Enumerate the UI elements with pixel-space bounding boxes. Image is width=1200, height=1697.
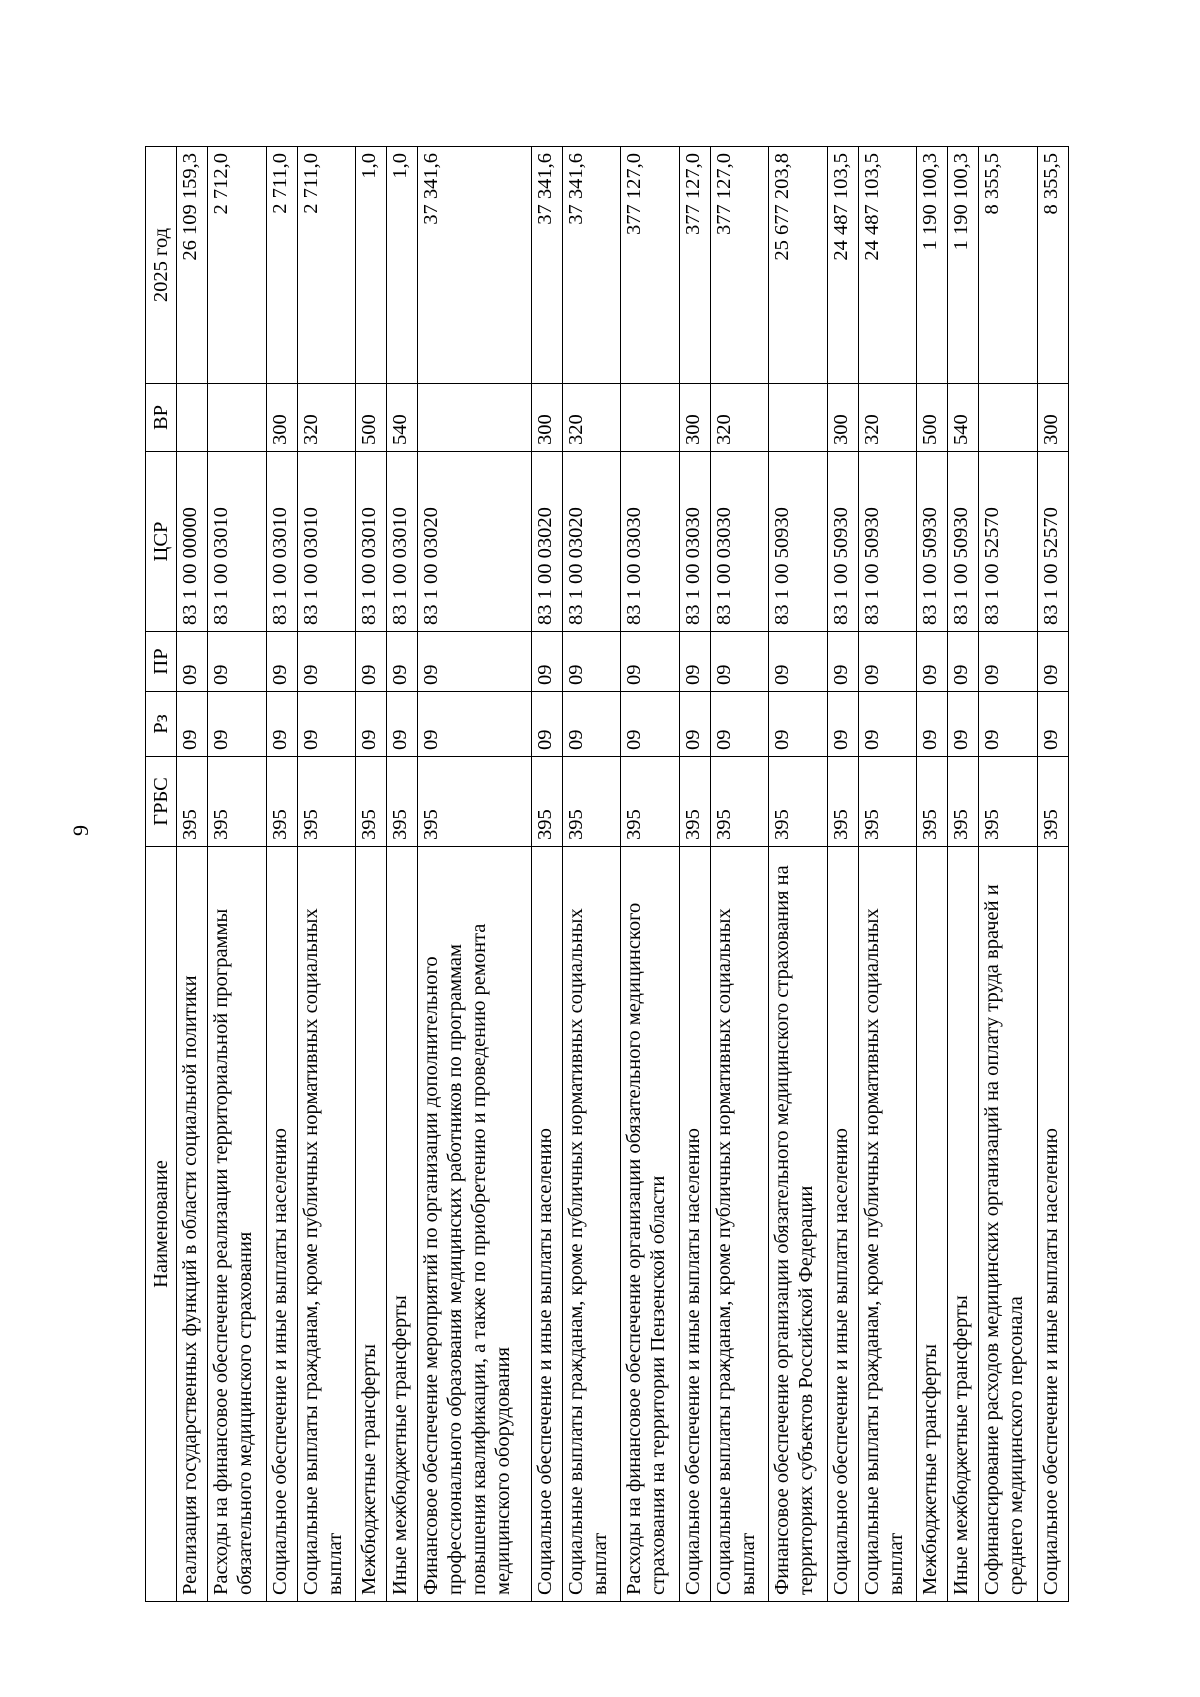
budget-table-frame — [145, 147, 1069, 1602]
table-row — [621, 147, 680, 1602]
cell-pr: 09 — [207, 632, 266, 692]
cell-csr: 83 1 00 03020 — [531, 452, 562, 632]
cell-vr: 500 — [917, 384, 948, 452]
cell-name: Межбюджетные трансферты — [356, 847, 387, 1602]
cell-name: Межбюджетные трансферты — [917, 847, 948, 1602]
cell-vr — [207, 384, 266, 452]
table-row — [387, 147, 418, 1602]
cell-amount: 24 487 103,5 — [858, 147, 917, 384]
table-row — [710, 147, 769, 1602]
budget-table — [145, 146, 1069, 1602]
cell-amount: 2 712,0 — [207, 147, 266, 384]
cell-grbs: 395 — [979, 757, 1038, 847]
cell-pr: 09 — [266, 632, 297, 692]
cell-csr: 83 1 00 50930 — [948, 452, 979, 632]
cell-pr: 09 — [858, 632, 917, 692]
cell-name: Социальное обеспечение и иные выплаты населению — [531, 847, 562, 1602]
cell-csr: 83 1 00 50930 — [858, 452, 917, 632]
cell-grbs: 395 — [387, 757, 418, 847]
table-row — [1037, 147, 1068, 1602]
page-number: 9 — [68, 825, 93, 836]
cell-amount: 2 711,0 — [266, 147, 297, 384]
table-row — [266, 147, 297, 1602]
cell-vr: 320 — [858, 384, 917, 452]
cell-rz: 09 — [1037, 692, 1068, 757]
header-grbs: ГРБС — [146, 757, 177, 847]
cell-rz: 09 — [948, 692, 979, 757]
cell-rz: 09 — [858, 692, 917, 757]
cell-amount: 377 127,0 — [621, 147, 680, 384]
cell-name: Финансовое обеспечение организации обязательного медицинского страхования на территориях субъектов Российской Федерации — [769, 847, 828, 1602]
cell-grbs: 395 — [621, 757, 680, 847]
cell-grbs: 395 — [827, 757, 858, 847]
cell-amount: 25 677 203,8 — [769, 147, 828, 384]
table-row — [858, 147, 917, 1602]
cell-grbs: 395 — [562, 757, 621, 847]
cell-vr: 320 — [297, 384, 356, 452]
cell-csr: 83 1 00 03010 — [356, 452, 387, 632]
cell-vr: 320 — [562, 384, 621, 452]
cell-pr: 09 — [769, 632, 828, 692]
cell-grbs: 395 — [177, 757, 208, 847]
cell-pr: 09 — [562, 632, 621, 692]
cell-rz: 09 — [917, 692, 948, 757]
cell-pr: 09 — [356, 632, 387, 692]
cell-rz: 09 — [356, 692, 387, 757]
cell-grbs: 395 — [297, 757, 356, 847]
cell-amount: 37 341,6 — [418, 147, 532, 384]
header-csr: ЦСР — [146, 452, 177, 632]
cell-vr — [621, 384, 680, 452]
cell-amount: 37 341,6 — [531, 147, 562, 384]
cell-vr — [979, 384, 1038, 452]
cell-pr: 09 — [387, 632, 418, 692]
cell-rz: 09 — [207, 692, 266, 757]
cell-amount: 1,0 — [387, 147, 418, 384]
cell-name: Социальное обеспечение и иные выплаты населению — [1037, 847, 1068, 1602]
cell-name: Софинансирование расходов медицинских организаций на оплату труда врачей и среднего медицинского персонала — [979, 847, 1038, 1602]
table-row — [827, 147, 858, 1602]
cell-pr: 09 — [917, 632, 948, 692]
cell-grbs: 395 — [356, 757, 387, 847]
header-vr: ВР — [146, 384, 177, 452]
cell-name: Социальные выплаты гражданам, кроме публичных нормативных социальных выплат — [562, 847, 621, 1602]
cell-name: Социальные выплаты гражданам, кроме публичных нормативных социальных выплат — [858, 847, 917, 1602]
cell-vr — [177, 384, 208, 452]
cell-grbs: 395 — [858, 757, 917, 847]
cell-pr: 09 — [679, 632, 710, 692]
table-row — [297, 147, 356, 1602]
table-header-row — [146, 147, 177, 1602]
cell-vr: 540 — [387, 384, 418, 452]
cell-amount: 377 127,0 — [710, 147, 769, 384]
cell-rz: 09 — [769, 692, 828, 757]
cell-pr: 09 — [710, 632, 769, 692]
cell-grbs: 395 — [769, 757, 828, 847]
cell-pr: 09 — [948, 632, 979, 692]
cell-grbs: 395 — [207, 757, 266, 847]
table-row — [948, 147, 979, 1602]
cell-rz: 09 — [710, 692, 769, 757]
cell-vr: 300 — [827, 384, 858, 452]
table-row — [177, 147, 208, 1602]
cell-vr: 300 — [266, 384, 297, 452]
table-row — [356, 147, 387, 1602]
cell-name: Социальное обеспечение и иные выплаты населению — [266, 847, 297, 1602]
header-name: Наименование — [146, 847, 177, 1602]
cell-grbs: 395 — [679, 757, 710, 847]
cell-amount: 1 190 100,3 — [917, 147, 948, 384]
cell-name: Социальные выплаты гражданам, кроме публичных нормативных социальных выплат — [297, 847, 356, 1602]
cell-amount: 1 190 100,3 — [948, 147, 979, 384]
cell-csr: 83 1 00 03030 — [679, 452, 710, 632]
table-row — [917, 147, 948, 1602]
cell-pr: 09 — [1037, 632, 1068, 692]
cell-vr — [418, 384, 532, 452]
cell-amount: 8 355,5 — [1037, 147, 1068, 384]
cell-csr: 83 1 00 50930 — [917, 452, 948, 632]
cell-csr: 83 1 00 03020 — [418, 452, 532, 632]
cell-rz: 09 — [177, 692, 208, 757]
cell-csr: 83 1 00 03030 — [710, 452, 769, 632]
cell-csr: 83 1 00 03010 — [207, 452, 266, 632]
header-pr: ПР — [146, 632, 177, 692]
header-year: 2025 год — [146, 147, 177, 384]
cell-csr: 83 1 00 03010 — [266, 452, 297, 632]
table-row — [562, 147, 621, 1602]
table-row — [531, 147, 562, 1602]
cell-vr: 500 — [356, 384, 387, 452]
cell-name: Расходы на финансовое обеспечение реализации территориальной программы обязательного медицинского страхования — [207, 847, 266, 1602]
cell-pr: 09 — [979, 632, 1038, 692]
cell-pr: 09 — [177, 632, 208, 692]
cell-name: Реализация государственных функций в области социальной политики — [177, 847, 208, 1602]
cell-vr: 300 — [679, 384, 710, 452]
cell-name: Социальное обеспечение и иные выплаты населению — [827, 847, 858, 1602]
cell-grbs: 395 — [710, 757, 769, 847]
cell-rz: 09 — [266, 692, 297, 757]
cell-rz: 09 — [418, 692, 532, 757]
cell-vr: 540 — [948, 384, 979, 452]
cell-rz: 09 — [827, 692, 858, 757]
header-rz: Рз — [146, 692, 177, 757]
cell-vr: 320 — [710, 384, 769, 452]
cell-amount: 26 109 159,3 — [177, 147, 208, 384]
cell-pr: 09 — [297, 632, 356, 692]
cell-grbs: 395 — [948, 757, 979, 847]
cell-amount: 2 711,0 — [297, 147, 356, 384]
cell-name: Иные межбюджетные трансферты — [948, 847, 979, 1602]
cell-csr: 83 1 00 03010 — [297, 452, 356, 632]
cell-csr: 83 1 00 52570 — [1037, 452, 1068, 632]
cell-csr: 83 1 00 00000 — [177, 452, 208, 632]
cell-rz: 09 — [297, 692, 356, 757]
cell-grbs: 395 — [917, 757, 948, 847]
cell-csr: 83 1 00 03010 — [387, 452, 418, 632]
cell-csr: 83 1 00 50930 — [769, 452, 828, 632]
cell-rz: 09 — [979, 692, 1038, 757]
table-row — [418, 147, 532, 1602]
cell-name: Финансовое обеспечение мероприятий по организации дополнительного профессионального образования медицинских работников по программам повышения квалификации, а также по приобретению и проведению ремонта медицинского оборудования — [418, 847, 532, 1602]
cell-name: Социальное обеспечение и иные выплаты населению — [679, 847, 710, 1602]
table-row — [679, 147, 710, 1602]
cell-csr: 83 1 00 03020 — [562, 452, 621, 632]
cell-rz: 09 — [621, 692, 680, 757]
cell-rz: 09 — [531, 692, 562, 757]
cell-rz: 09 — [679, 692, 710, 757]
cell-grbs: 395 — [418, 757, 532, 847]
cell-csr: 83 1 00 52570 — [979, 452, 1038, 632]
cell-pr: 09 — [418, 632, 532, 692]
cell-pr: 09 — [531, 632, 562, 692]
cell-vr: 300 — [531, 384, 562, 452]
cell-amount: 24 487 103,5 — [827, 147, 858, 384]
cell-amount: 377 127,0 — [679, 147, 710, 384]
cell-amount: 37 341,6 — [562, 147, 621, 384]
table-row — [979, 147, 1038, 1602]
cell-rz: 09 — [562, 692, 621, 757]
cell-name: Расходы на финансовое обеспечение организации обязательного медицинского страхования на территории Пензенской области — [621, 847, 680, 1602]
cell-name: Иные межбюджетные трансферты — [387, 847, 418, 1602]
cell-vr — [769, 384, 828, 452]
cell-csr: 83 1 00 03030 — [621, 452, 680, 632]
cell-pr: 09 — [827, 632, 858, 692]
cell-amount: 8 355,5 — [979, 147, 1038, 384]
cell-csr: 83 1 00 50930 — [827, 452, 858, 632]
cell-rz: 09 — [387, 692, 418, 757]
cell-grbs: 395 — [531, 757, 562, 847]
cell-grbs: 395 — [266, 757, 297, 847]
cell-name: Социальные выплаты гражданам, кроме публичных нормативных социальных выплат — [710, 847, 769, 1602]
cell-pr: 09 — [621, 632, 680, 692]
table-row — [769, 147, 828, 1602]
table-row — [207, 147, 266, 1602]
cell-vr: 300 — [1037, 384, 1068, 452]
cell-amount: 1,0 — [356, 147, 387, 384]
cell-grbs: 395 — [1037, 757, 1068, 847]
